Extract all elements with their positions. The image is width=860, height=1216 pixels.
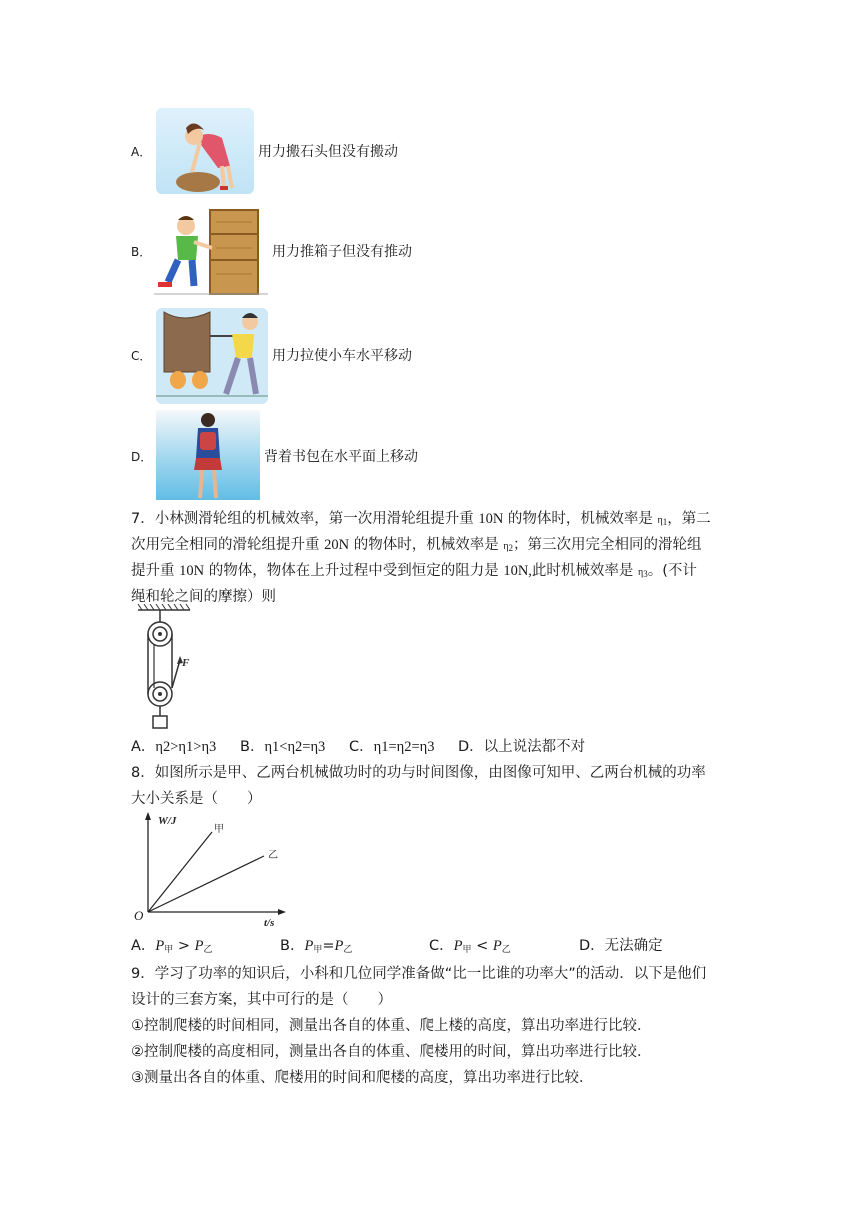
q8-option-d: D．无法确定 bbox=[579, 938, 663, 954]
q9-item-1: ①控制爬楼的时间相同，测量出各自的体重、爬上楼的高度，算出功率进行比较． bbox=[131, 1018, 652, 1034]
q7-line-3: 提升重 10N 的物体，物体在上升过程中受到恒定的阻力是 10N,此时机械效率是 $\eta_3$。(不计 bbox=[131, 563, 697, 579]
q9-item-3: ③测量出各自的体重、爬楼用的时间和爬楼的高度，算出功率进行比较． bbox=[131, 1070, 594, 1086]
x-axis-label: t/s bbox=[264, 917, 275, 928]
q8-option-b: B．$P_甲=P_乙$ bbox=[280, 938, 353, 955]
series-jia-line bbox=[148, 832, 212, 912]
q8-option-a: A．$P_甲 > P_乙$ bbox=[131, 938, 213, 955]
series-jia-label: 甲 bbox=[214, 824, 224, 835]
option-a-text: 用力搬石头但没有搬动 bbox=[258, 144, 398, 160]
person-pulling-cart-illustration bbox=[156, 308, 268, 404]
option-d-text: 背着书包在水平面上移动 bbox=[264, 449, 418, 465]
girl-lifting-stone-illustration bbox=[156, 108, 254, 194]
work-time-graph bbox=[130, 808, 290, 928]
origin-label: O bbox=[134, 908, 144, 923]
option-b-letter: B． bbox=[131, 245, 152, 259]
q7-line-1: 7．小林测滑轮组的机械效率，第一次用滑轮组提升重 10N 的物体时，机械效率是 $\eta_1$，第二 bbox=[131, 511, 711, 527]
q7-line-4: 绳和轮之间的摩擦）则 bbox=[131, 589, 276, 605]
q8-option-c: C．$P_甲 < P_乙$ bbox=[429, 938, 511, 955]
q9-line-2: 设计的三套方案，其中可行的是（ ） bbox=[131, 992, 392, 1008]
q7-option-a: A．η2>η1>η3 bbox=[131, 739, 217, 755]
option-c-letter: C． bbox=[131, 349, 152, 363]
option-d-letter: D． bbox=[131, 450, 153, 464]
option-b-text: 用力推箱子但没有推动 bbox=[272, 244, 412, 260]
series-yi-label: 乙 bbox=[268, 850, 278, 861]
force-label: F bbox=[182, 657, 190, 669]
student-with-backpack-illustration bbox=[156, 410, 260, 500]
y-axis-label: W/J bbox=[158, 815, 177, 827]
boy-pushing-cabinet-illustration bbox=[154, 204, 268, 300]
q8-line-1: 8．如图所示是甲、乙两台机械做功时的功与时间图像，由图像可知甲、乙两台机械的功率 bbox=[131, 765, 706, 781]
q7-option-b: B．η1<η2=η3 bbox=[240, 739, 326, 755]
option-a-letter: A． bbox=[131, 145, 152, 159]
q8-line-2: 大小关系是（ ） bbox=[131, 791, 262, 807]
q7-line-2: 次用完全相同的滑轮组提升重 20N 的物体时，机械效率是 $\eta_2$；第三次用完全相同的滑轮组 bbox=[131, 537, 702, 553]
q9-item-2: ②控制爬楼的高度相同，测量出各自的体重、爬楼用的时间，算出功率进行比较． bbox=[131, 1044, 652, 1060]
q7-option-d: D．以上说法都不对 bbox=[458, 739, 586, 755]
option-c-text: 用力拉使小车水平移动 bbox=[272, 348, 412, 364]
series-yi-line bbox=[148, 856, 264, 912]
q7-option-c: C．η1=η2=η3 bbox=[349, 739, 435, 755]
pulley-system-diagram bbox=[134, 604, 194, 732]
q9-line-1: 9．学习了功率的知识后，小科和几位同学准备做“比一比谁的功率大”的活动．以下是他们 bbox=[131, 966, 707, 982]
